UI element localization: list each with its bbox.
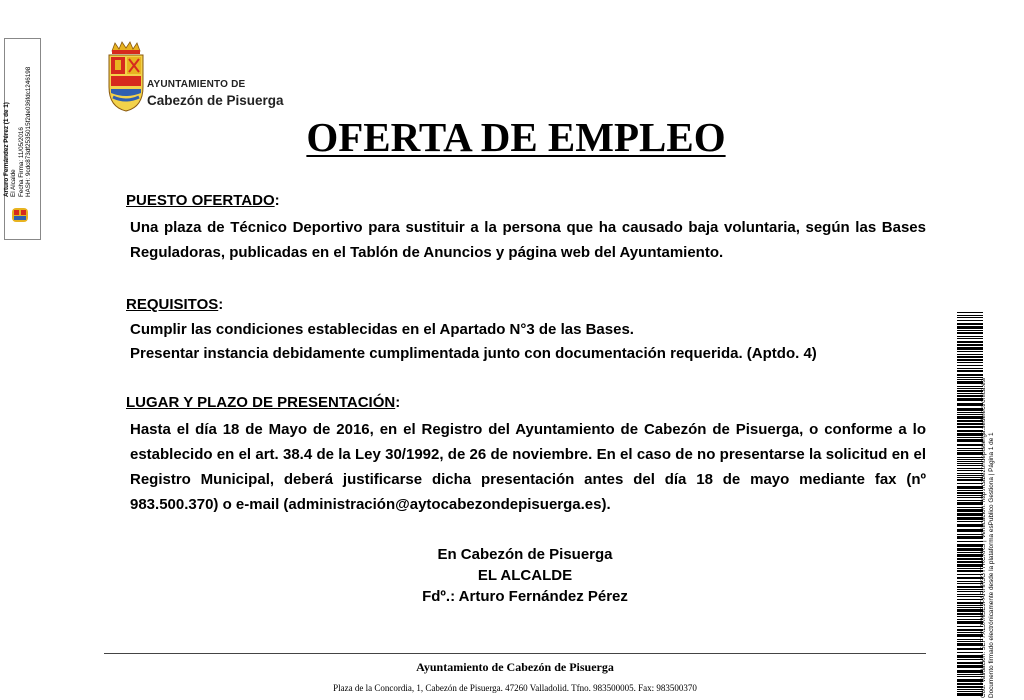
footer-divider [104, 653, 926, 654]
signature-block [0, 544, 1024, 607]
signature-place: En Cabezón de Pisuerga [437, 546, 613, 563]
signer-role: El Alcalde [10, 169, 18, 197]
verification-text [980, 377, 996, 698]
puesto-description: Una plaza de Técnico Deportivo para sustituir a la persona que ha causado baja voluntaria, según las Bases Reguladoras, publicadas en el Tablón de Anuncios y página web del Ayuntamiento. [130, 219, 926, 261]
municipal-crest-icon [106, 41, 146, 113]
logo-line-ayuntamiento: AYUNTAMIENTO DE [147, 79, 246, 90]
requisito-item: Cumplir las condiciones establecidas en el Apartado N°3 de las Bases. [130, 321, 634, 338]
heading-text: PUESTO OFERTADO [126, 192, 275, 209]
logo-line-municipality: Cabezón de Pisuerga [147, 93, 284, 108]
section-heading-puesto [126, 192, 280, 209]
section-heading-requisitos [126, 296, 223, 313]
signature-role: EL ALCALDE [477, 567, 573, 584]
mini-crest-icon [9, 205, 31, 225]
signature-date: Fecha Firma: 11/05/2016 [17, 127, 25, 197]
signature-name: Fdº.: Arturo Fernández Pérez [422, 588, 628, 605]
requisito-item: Presentar instancia debidamente cumplimentada junto con documentación requerida. (Aptdo. 4) [130, 345, 817, 362]
verification-platform: Documento firmado electrónicamente desde la plataforma esPublico Gestiona | Página 1 de 1 [988, 432, 995, 698]
footer-organization: Ayuntamiento de Cabezón de Pisuerga [416, 660, 614, 674]
page-title: OFERTA DE EMPLEO [306, 114, 726, 160]
footer-address: Plaza de la Concordia, 1, Cabezón de Pisuerga. 47260 Valladolid. Tfno. 983500005. Fax: 983500370 [333, 683, 697, 693]
heading-text: REQUISITOS [126, 296, 219, 313]
lugar-description: Hasta el día 18 de Mayo de 2016, en el Registro del Ayuntamiento de Cabezón de Pisuerga, o conforme a lo establecido en el art. 38.4 de la Ley 30/1992, de 26 de noviembre. En el caso de no presentarse la solicitud en el Registro Municipal, deberá justificarse dicha presentación antes del día 18 de mayo mediante fax (nº 983.500.370) o e-mail (administración@aytocabezondepisuerga.es). [130, 421, 926, 513]
signer-name: Arturo Fernández Pérez (1 de 1) [3, 102, 10, 197]
heading-colon: : [218, 296, 224, 313]
heading-colon: : [274, 192, 280, 209]
verification-code: Cód. Validación: 5EF7XLJXNSEJPARHR3GT7KCXKS | Verificación: http://cabezondepisuerga.sedelectronica.es/ [980, 377, 987, 698]
signature-hash: HASH: 9cdc873df2535015f2de036fdc1246198 [25, 66, 33, 197]
section-heading-lugar [126, 394, 400, 411]
heading-text: LUGAR Y PLAZO DE PRESENTACIÓN [126, 394, 396, 411]
heading-colon: : [395, 394, 401, 411]
logo-wordmark [147, 79, 284, 108]
